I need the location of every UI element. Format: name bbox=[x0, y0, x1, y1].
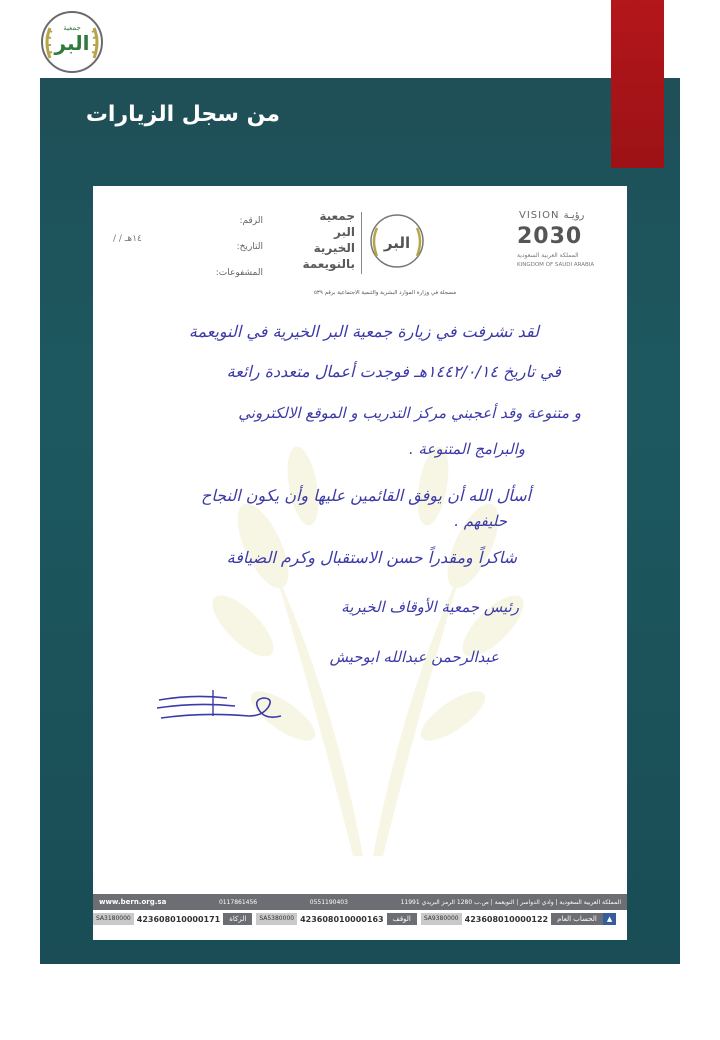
footer-contact-bar bbox=[93, 894, 627, 910]
org-emblem-icon bbox=[367, 208, 427, 274]
signatory-name: عبدالرحمن عبدالله ابوحيش bbox=[329, 648, 499, 666]
association-logo bbox=[36, 8, 108, 76]
bank-accounts bbox=[93, 912, 627, 926]
date-slots: / / ١٤هـ bbox=[113, 234, 142, 244]
account-general: SA9380000 423608010000122 الحساب العام ▲ bbox=[421, 913, 616, 925]
body-line-7: شاكراً ومقدراً حسن الاستقبال وكرم الضيافة bbox=[226, 548, 517, 567]
letter-meta bbox=[113, 208, 263, 286]
red-accent-tab bbox=[611, 0, 664, 168]
org-divider bbox=[361, 212, 362, 274]
wheat-watermark-icon bbox=[153, 316, 573, 876]
body-line-6: حليفهم . bbox=[454, 512, 507, 530]
account-waqf: SA5380000 423608010000163 الوقف bbox=[256, 913, 417, 925]
body-line-5: أسأل الله أن يوفق القائمين عليها وأن يكون النجاح bbox=[201, 486, 531, 505]
vision-2030-logo bbox=[513, 210, 603, 282]
vision-label: VISION رؤيـة bbox=[519, 210, 585, 221]
org-name: جمعية البر الخيرية بالنويعمة bbox=[302, 209, 355, 271]
svg-text:جمعية: جمعية bbox=[63, 24, 81, 32]
attachments-label: المشفوعات: bbox=[215, 268, 263, 278]
account-zakat: SA3180000 423608010000171 الزكاة bbox=[93, 913, 252, 925]
body-line-1: لقد تشرفت في زيارة جمعية البر الخيرية في النويعمة bbox=[188, 322, 539, 341]
svg-text:البر: البر bbox=[54, 31, 90, 55]
org-letterhead bbox=[275, 202, 457, 296]
signature-mark bbox=[153, 686, 293, 732]
account-general-icon: ▲ bbox=[603, 913, 616, 925]
reference-label: الرقم: bbox=[239, 216, 263, 226]
body-line-3: و متنوعة وقد أعجبني مركز التدريب و الموقع الالكتروني bbox=[238, 404, 581, 422]
body-line-4: والبرامج المتنوعة . bbox=[408, 440, 525, 458]
org-registration: مسجلة في وزارة الموارد البشرية والتنمية الاجتماعية برقم ٥٣٩ bbox=[313, 290, 457, 296]
vision-country-ar: المملكة العربية السعودية bbox=[517, 252, 579, 259]
svg-text:البر: البر bbox=[383, 234, 411, 252]
date-label: التاريخ: bbox=[236, 242, 263, 252]
vision-country-en: KINGDOM OF SAUDI ARABIA bbox=[517, 262, 595, 268]
address: المملكة العربية السعودية | وادي الدواسر | النويعمة | ص.ب 1280 الرمز البريدي 11991 bbox=[400, 898, 621, 906]
signatory-title: رئيس جمعية الأوقاف الخيرية bbox=[341, 598, 519, 616]
phone-2: 0551190403 bbox=[309, 898, 348, 906]
page-title: من سجل الزيارات bbox=[85, 102, 280, 127]
vision-year: 2030 bbox=[517, 224, 583, 249]
phone-1: 0117861456 bbox=[218, 898, 258, 906]
body-line-2: في تاريخ ١٤٤٢/٠/١٤هـ فوجدت أعمال متعددة رائعة bbox=[226, 362, 561, 381]
website-link[interactable]: www.bern.org.sa bbox=[99, 898, 167, 906]
visit-letter-scan bbox=[93, 186, 627, 940]
